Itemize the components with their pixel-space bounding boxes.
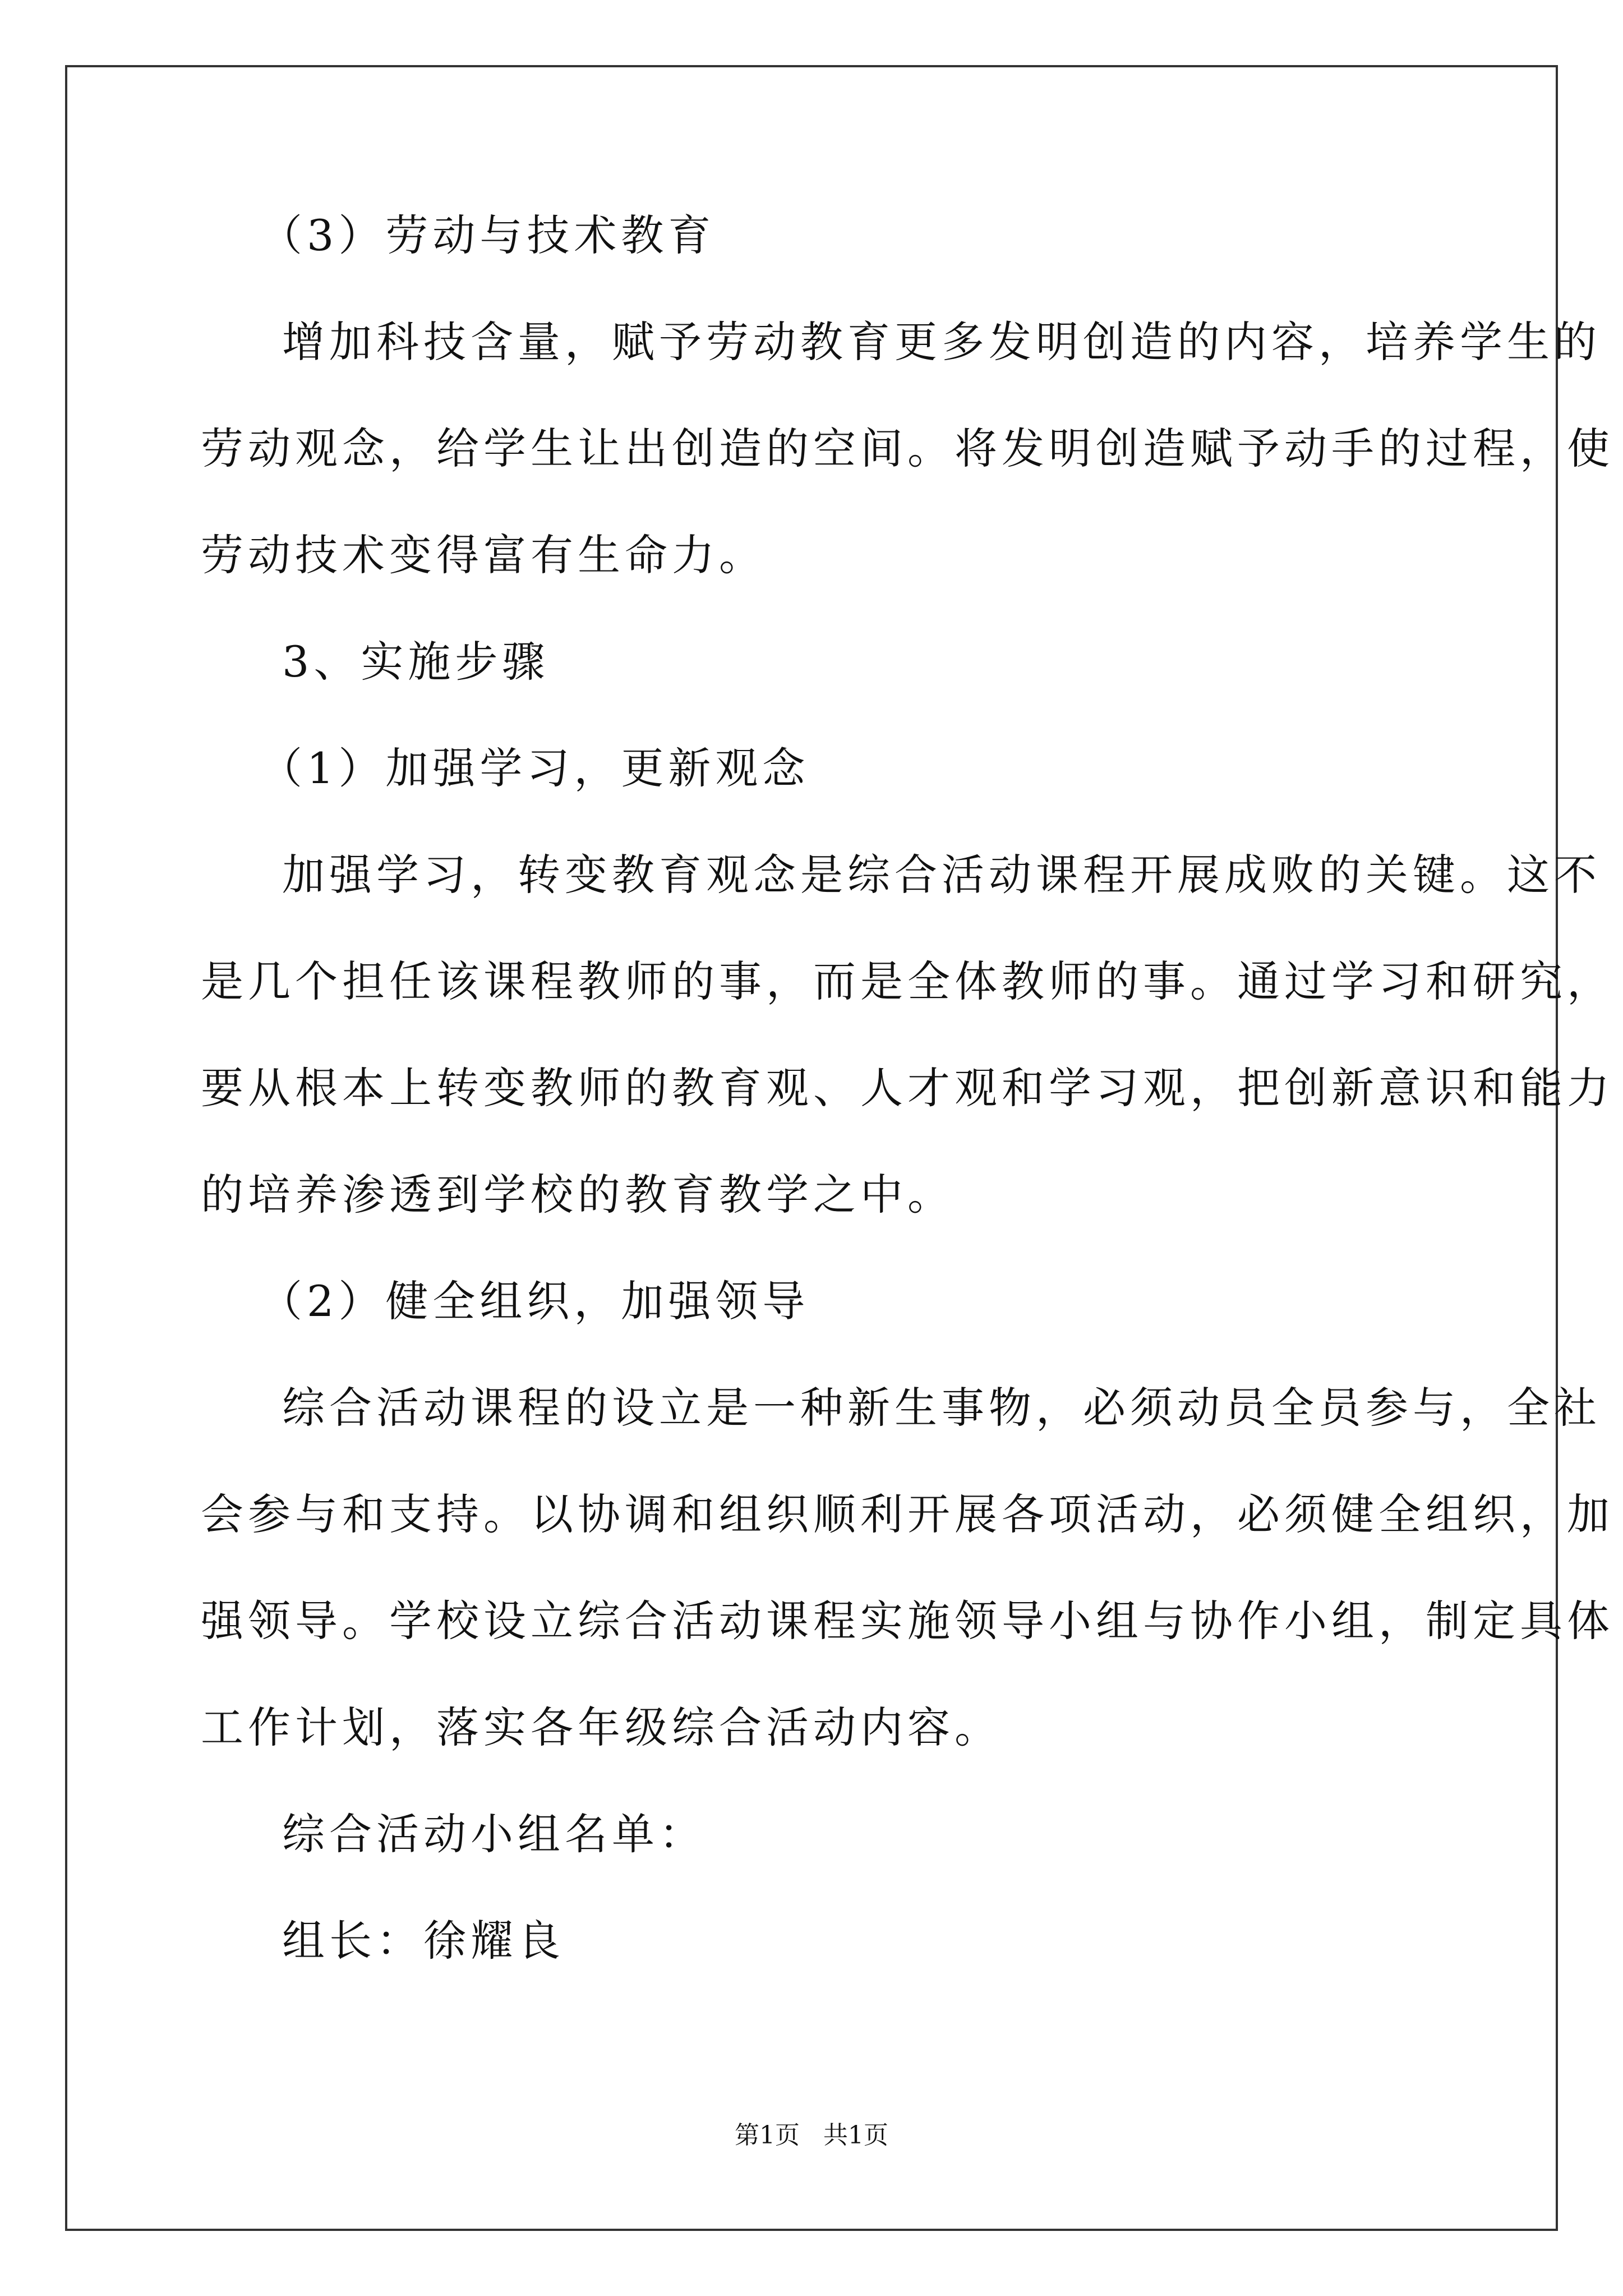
subheading-labor-tech: （3）劳动与技术教育 xyxy=(260,210,716,260)
paragraph-line: 综合活动课程的设立是一种新生事物，必须动员全员参与，全社 xyxy=(282,1383,1601,1433)
paragraph-line: 增加科技含量，赋予劳动教育更多发明创造的内容，培养学生的 xyxy=(282,317,1601,367)
page-border xyxy=(65,65,1614,2231)
page-number: 第1页 共1页 xyxy=(735,2121,888,2150)
heading-implementation-steps: 3、实施步骤 xyxy=(282,637,550,687)
paragraph-line: 是几个担任该课程教师的事，而是全体教师的事。通过学习和研究， xyxy=(201,956,1614,1006)
paragraph-line: 要从根本上转变教师的教育观、人才观和学习观，把创新意识和能力 xyxy=(201,1063,1614,1113)
group-list-title: 综合活动小组名单： xyxy=(282,1809,706,1859)
subheading-learning: （1）加强学习，更新观念 xyxy=(260,743,810,793)
paragraph-line: 强领导。学校设立综合活动课程实施领导小组与协作小组，制定具体 xyxy=(201,1596,1614,1646)
paragraph-line: 劳动技术变得富有生命力。 xyxy=(201,530,766,580)
paragraph-line: 的培养渗透到学校的教育教学之中。 xyxy=(201,1170,955,1220)
paragraph-line: 加强学习，转变教育观念是综合活动课程开展成败的关键。这不 xyxy=(282,850,1601,900)
paragraph-line: 劳动观念，给学生让出创造的空间。将发明创造赋予动手的过程，使 xyxy=(201,424,1614,473)
paragraph-line: 会参与和支持。以协调和组织顺利开展各项活动，必须健全组织，加 xyxy=(201,1489,1614,1539)
group-leader: 组长：徐耀良 xyxy=(282,1916,565,1966)
subheading-organization: （2）健全组织，加强领导 xyxy=(260,1276,810,1326)
paragraph-line: 工作计划，落实各年级综合活动内容。 xyxy=(201,1703,1002,1752)
